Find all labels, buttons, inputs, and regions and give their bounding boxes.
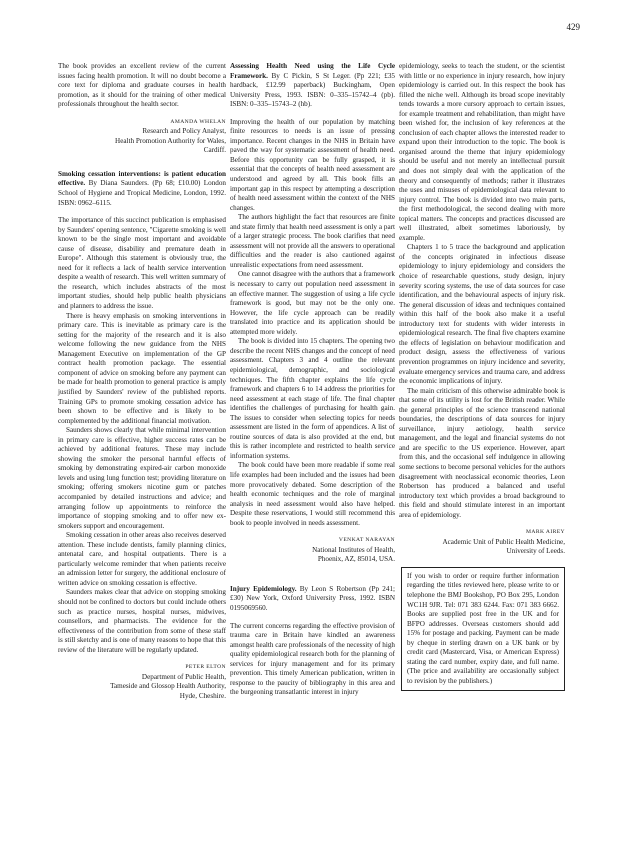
reviewer-affiliation: Phoenix, AZ, 85014, USA. xyxy=(317,555,395,564)
column-left xyxy=(58,62,226,701)
review-paragraph: There is heavy emphasis on smoking interventions in primary care. This is inevitable as primary care is the setting for the majority of the research and it is also welcome following the new guidance from the NHS Management Executive on implementation of the GP contract health promotion package. The essential component of advice on smoking before any payment can be made for health promotion to general practice is amply justified by Saunders' review of the published reports. Training GPs to promote smoking cessation advice has been shown to be effective and is likely to be complemented by the additional financial motivation. xyxy=(58,311,226,425)
review-paragraph: Smoking cessation in other areas also receives deserved attention. These include dentists, family planning clinics, antenatal care, and hospital outpatients. There is a particularly welcome reminder that when patients receive an admission letter for surgery, the additional enclosure of written advice on smoking cessation is effective. xyxy=(58,531,226,587)
ordering-info-box xyxy=(401,567,565,692)
review-paragraph: The main criticism of this otherwise admirable book is that some of its utility is lost for the British reader. While the general principles of the science transcend national boundaries, the descriptions of data sources for injury surveillance, injury aetiology, health service management, and the legal and financial systems do not and are specific to the US experience. However, apart from this, and the occasional self indulgence in allowing some sections to become personal vehicles for the authors disagreement with neoclassical economic theories, Leon Robertson has produced a balanced and useful introductory text which provides a broad background to this field and should stimulate interest in an important area of epidemiology. xyxy=(399,386,565,519)
review-paragraph: Chapters 1 to 5 trace the background and application of the concepts originated in infectious disease epidemiology to injury epidemiology and considers the choice of researchable questions, study design, injury severity scoring systems, the use of data sources for case identification, and the behavioural aspects of injury risk. The general discussion of ideas and techniques contained within this half of the book also make it a useful introductory text for students with wider interests in epidemiological research. The final five chapters examine the effects of legislation on behaviour modification and product design, assess the effectiveness of various prevention programmes on injury incidence and severity, evaluate emergency services and trauma care, and address the economic implications of injury. xyxy=(399,243,566,386)
reviewer-affiliation: Health Promotion Authority for Wales, xyxy=(115,136,226,145)
reviewer-name: AMANDA WHELAN xyxy=(170,118,226,125)
reviewer-name: MARK AIREY xyxy=(526,529,565,536)
review-paragraph: The importance of this succinct publication is emphasised by Saunders' opening sentence, "Cigarette smoking is well known to be the single most important and avoidable cause of disease, disability and premature death in Europe". Although this statement is obviously true, the need for it reflects a lack of health service intervention despite a wealth of research. This well written summary of the research, which includes abstracts of the most important studies, should help public health physicians and planners to address the issue. xyxy=(58,216,226,311)
reviewer-affiliation: Department of Public Health, xyxy=(141,672,226,681)
review-paragraph: Saunders makes clear that advice on stopping smoking should not be confined to doctors but could include others such as practice nurses, hospital nurses, midwives, counsellors, and pharmacists. The evidence for the effectiveness of the contribution from some of these staff is still sketchy and is one of many reasons to hope that this review of the literature will be regularly updated. xyxy=(58,588,226,654)
book-details: By Leon S Robertson (Pp 241; £30) New York, Oxford University Press, 1992. ISBN 0195069560. xyxy=(230,584,396,612)
reviewer-signature xyxy=(399,528,565,557)
reviewer-name: VENKAT NARAYAN xyxy=(338,537,395,544)
reviewer-affiliation: Academic Unit of Public Health Medicine, xyxy=(442,537,565,546)
review-paragraph: epidemiology, seeks to teach the student, or the scientist with little or no experience in injury research, how injury epidemiology is carried out. In this respect the book has filled the niche well. Although its broad scope inevitably tends towards a more cursory approach to certain issues, for example treatment and rehabilitation, than might have been wished for, the inclusion of key references at the conclusion of each chapter allows the interested reader to expand upon their introduction to the topic. The book is organised around the theme that injury epidemiology should be useful and not merely an intellectual pursuit and does not simply deal with the application of the theory and consequently of methods; rather it illustrates the uses and misuses of epidemiological data relevant to injury control. The book is divided into two main parts, the first methodological, the second dealing with more topical matters. The concepts and practices discussed are well illustrated, albeit sometimes laboriously, by example. xyxy=(399,62,565,242)
review-paragraph: The authors highlight the fact that resources are finite and state firmly that health need assessment is only a part of a larger strategic process. The book clarifies that need assessment will not provide all the answers to operational difficulties and the reader is also cautioned against unrealistic expectations from need assessment. xyxy=(230,213,395,269)
reviewer-affiliation: Tameside and Glossop Health Authority, xyxy=(110,682,226,691)
book-details: By C Pickin, S St Leger. (Pp 221; £35 hardback, £12.99 paperback) Buckingham, Open University Press, 1993. ISBN: 0–335–15742–4 (pb). ISBN: 0–335–15743–2 (hb). xyxy=(230,71,395,109)
review-paragraph: Improving the health of our population by matching finite resources to needs is an issue of pressing importance. Recent changes in the NHS in Britain have paved the way for systematic assessment of health need. Before this opportunity can be fully grasped, it is essential that the concepts of health need assessment are understood and agreed by all. This book fills an important gap in this respect by attempting a description of health need assessment within the context of the NHS changes. xyxy=(230,117,395,212)
review-heading xyxy=(230,62,395,110)
reviewer-affiliation: Research and Policy Analyst, xyxy=(142,127,226,136)
reviewer-affiliation: National Institutes of Health, xyxy=(312,545,395,554)
review-paragraph: One cannot disagree with the authors that a framework is necessary to carry out population need assessment in an effective manner. The suggestion of using a life cycle framework is good, but may not be the only one. However, the life cycle approach can be readily translated into practice and its application should be attempted more widely. xyxy=(230,270,395,336)
column-middle xyxy=(230,62,395,698)
review-heading xyxy=(58,170,226,208)
reviewer-affiliation: University of Leeds. xyxy=(506,547,565,556)
book-details: By Diana Saunders. (Pp 68; £10.00) London School of Hygiene and Tropical Medicine, London, 1992. ISBN: 0962–6115. xyxy=(58,179,226,207)
reviewer-signature xyxy=(230,536,395,565)
page-number: 429 xyxy=(566,22,580,32)
review-paragraph: Saunders shows clearly that while minimal intervention in primary care is effective, higher success rates can be achieved by additional features. These may include showing the smoker the personal harmful effects of smoking by demonstrating expired-air carbon monoxide levels and using lung function test; providing literature on smoking; offering smokers nicotine gum or patches accompanied by detailed instructions and advice; and arranging follow up appointments to reinforce the importance of stopping smoking and to offer new ex-smokers support and encouragement. xyxy=(58,426,226,530)
review-paragraph: The book is divided into 15 chapters. The opening two describe the recent NHS changes and the concept of need assessment. Chapters 3 and 4 outline the relevant epidemiological, demographic, and sociological techniques. The fifth chapter explains the life cycle framework and chapters 6 to 14 address the priorities for need assessment at each stage of life. The final chapter identifies the challenges of purchasing for health gain. The issues to consider when selecting topics for needs assessment are listed in the form of appendices. A list of routine sources of data is also provided at the end, but this is rather incomplete and restricted to health service information systems. xyxy=(230,337,395,460)
review-heading xyxy=(230,585,395,614)
reviewer-signature xyxy=(58,118,226,156)
review-paragraph: The book could have been more readable if some real life examples had been included and the issues had been more provocatively debated. Some description of the health economic techniques and the role of marginal analysis in need assessment would also have helped. Despite these reservations, I would still recommend this book to people involved in needs assessment. xyxy=(230,461,395,527)
review-paragraph: The current concerns regarding the effective provision of trauma care in Britain have kindled an awareness amongst health care professionals of the necessity of high quality epidemiological research both for the planning of services for injury management and for its primary prevention. This timely American publication, written in response to the paucity of bibliography in this area and the burgeoning transatlantic interest in injury xyxy=(230,621,395,697)
reviewer-signature xyxy=(58,663,226,701)
column-right xyxy=(399,62,565,691)
ordering-info-text: If you wish to order or require further information regarding the titles reviewed here, please write to or telephone the BMJ Bookshop, PO Box 295, London WC1H 9JR. Tel: 071 383 6244. Fax: 071 383 6662. Books are supplied post free in the UK and for BFPO addresses. Overseas customers should add 15% for postage and packing. Payment can be made by cheque in sterling drawn on a UK bank or by credit card (Mastercard, Visa, or American Express) stating the card number, expiry date, and full name. (The price and availability are occasionally subject to revision by the publishers.) xyxy=(407,571,559,685)
reviewer-name: PETER ELTON xyxy=(185,664,226,671)
book-title: Smoking cessation interventions: is patient education effective. xyxy=(58,169,226,188)
review-paragraph: The book provides an excellent review of the current issues facing health promotion. It will no doubt become a core text for diploma and graduate courses in health promotion, as it should for the training of other medical professionals throughout the health sector. xyxy=(58,62,226,109)
reviewer-affiliation: Hyde, Cheshire. xyxy=(179,691,226,700)
reviewer-affiliation: Cardiff. xyxy=(203,146,226,155)
book-title: Injury Epidemiology. xyxy=(230,584,297,593)
book-title: Assessing Health Need using the Life Cycle Framework. xyxy=(230,62,395,80)
